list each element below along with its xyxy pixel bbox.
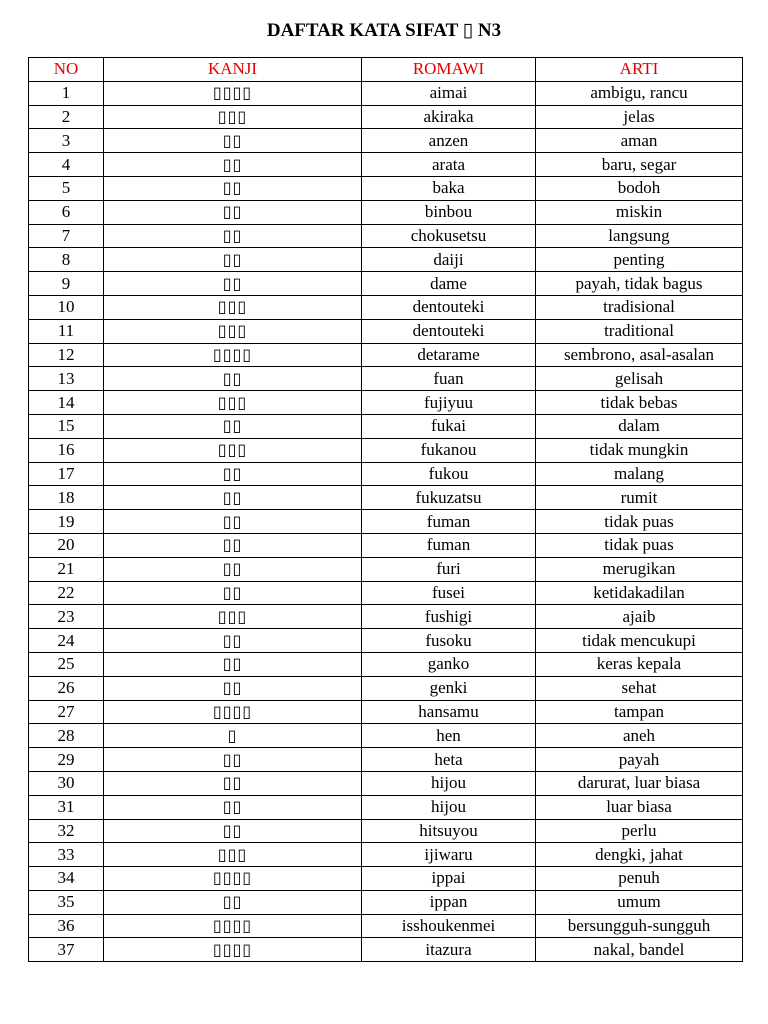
table-row [29,890,743,914]
romawi-cell: daiji [362,248,536,272]
row-number: 33 [29,843,104,867]
row-number: 35 [29,890,104,914]
kanji-cell: ▯▯▯▯ [104,914,362,938]
row-number: 32 [29,819,104,843]
romawi-cell: fuman [362,510,536,534]
arti-cell: tradisional [536,295,743,319]
arti-cell: sehat [536,676,743,700]
romawi-cell: dentouteki [362,319,536,343]
romawi-cell: akiraka [362,105,536,129]
arti-cell: tidak mungkin [536,438,743,462]
kanji-cell: ▯▯ [104,129,362,153]
kanji-cell: ▯▯ [104,486,362,510]
kanji-cell: ▯▯▯▯ [104,343,362,367]
kanji-cell: ▯▯▯▯ [104,867,362,891]
arti-cell: traditional [536,319,743,343]
kanji-cell: ▯▯ [104,248,362,272]
romawi-cell: isshoukenmei [362,914,536,938]
table-row [29,81,743,105]
kanji-cell: ▯▯▯▯ [104,81,362,105]
romawi-cell: fukai [362,414,536,438]
arti-cell: tidak mencukupi [536,629,743,653]
row-number: 15 [29,414,104,438]
table-row [29,462,743,486]
table-row [29,510,743,534]
row-number: 5 [29,176,104,200]
romawi-cell: genki [362,676,536,700]
table-row [29,343,743,367]
table-row [29,843,743,867]
row-number: 17 [29,462,104,486]
table-row [29,581,743,605]
romawi-cell: baka [362,176,536,200]
row-number: 23 [29,605,104,629]
romawi-cell: arata [362,153,536,177]
romawi-cell: itazura [362,938,536,962]
table-row [29,176,743,200]
romawi-cell: binbou [362,200,536,224]
romawi-cell: dentouteki [362,295,536,319]
arti-cell: ketidakadilan [536,581,743,605]
arti-cell: aneh [536,724,743,748]
table-body [29,81,743,961]
romawi-cell: fushigi [362,605,536,629]
romawi-cell: anzen [362,129,536,153]
row-number: 24 [29,629,104,653]
row-number: 7 [29,224,104,248]
table-row [29,248,743,272]
row-number: 20 [29,533,104,557]
arti-cell: tidak puas [536,510,743,534]
romawi-cell: dame [362,272,536,296]
kanji-cell: ▯▯▯ [104,391,362,415]
table-row [29,914,743,938]
romawi-cell: fusei [362,581,536,605]
kanji-cell: ▯▯▯ [104,843,362,867]
row-number: 10 [29,295,104,319]
kanji-cell: ▯▯▯▯ [104,938,362,962]
romawi-cell: hijou [362,795,536,819]
arti-cell: langsung [536,224,743,248]
kanji-cell: ▯▯ [104,414,362,438]
romawi-cell: fukuzatsu [362,486,536,510]
arti-cell: gelisah [536,367,743,391]
row-number: 2 [29,105,104,129]
table-row [29,795,743,819]
kanji-cell: ▯▯ [104,510,362,534]
kanji-cell: ▯▯ [104,890,362,914]
romawi-cell: aimai [362,81,536,105]
romawi-cell: fuman [362,533,536,557]
arti-cell: dengki, jahat [536,843,743,867]
arti-cell: umum [536,890,743,914]
row-number: 9 [29,272,104,296]
table-row [29,367,743,391]
romawi-cell: ijiwaru [362,843,536,867]
table-row [29,748,743,772]
romawi-cell: fuan [362,367,536,391]
table-row [29,200,743,224]
table-row [29,129,743,153]
romawi-cell: fukou [362,462,536,486]
row-number: 25 [29,652,104,676]
kanji-cell: ▯▯ [104,462,362,486]
table-row [29,272,743,296]
row-number: 6 [29,200,104,224]
table-row [29,153,743,177]
row-number: 31 [29,795,104,819]
arti-cell: penting [536,248,743,272]
table-row [29,438,743,462]
table-row [29,605,743,629]
table-row [29,557,743,581]
row-number: 18 [29,486,104,510]
arti-cell: tidak puas [536,533,743,557]
kanji-cell: ▯▯ [104,557,362,581]
row-number: 13 [29,367,104,391]
table-row [29,414,743,438]
row-number: 29 [29,748,104,772]
table-row [29,319,743,343]
romawi-cell: hijou [362,771,536,795]
arti-cell: perlu [536,819,743,843]
arti-cell: luar biasa [536,795,743,819]
arti-cell: baru, segar [536,153,743,177]
arti-cell: nakal, bandel [536,938,743,962]
row-number: 22 [29,581,104,605]
row-number: 1 [29,81,104,105]
kanji-cell: ▯▯▯ [104,438,362,462]
kanji-cell: ▯▯ [104,771,362,795]
column-header-no: NO [29,58,104,82]
arti-cell: aman [536,129,743,153]
arti-cell: keras kepala [536,652,743,676]
table-row [29,771,743,795]
row-number: 3 [29,129,104,153]
arti-cell: dalam [536,414,743,438]
kanji-cell: ▯ [104,724,362,748]
row-number: 28 [29,724,104,748]
romawi-cell: hitsuyou [362,819,536,843]
romawi-cell: fukanou [362,438,536,462]
table-header-row [29,58,743,82]
arti-cell: tidak bebas [536,391,743,415]
table-row [29,295,743,319]
table-row [29,391,743,415]
kanji-cell: ▯▯ [104,224,362,248]
column-header-kanji: KANJI [104,58,362,82]
kanji-cell: ▯▯ [104,748,362,772]
kanji-cell: ▯▯ [104,272,362,296]
arti-cell: sembrono, asal-asalan [536,343,743,367]
arti-cell: ajaib [536,605,743,629]
romawi-cell: hansamu [362,700,536,724]
kanji-cell: ▯▯▯ [104,605,362,629]
table-row [29,867,743,891]
kanji-cell: ▯▯ [104,819,362,843]
table-row [29,224,743,248]
row-number: 36 [29,914,104,938]
kanji-cell: ▯▯ [104,200,362,224]
table-row [29,700,743,724]
kanji-cell: ▯▯▯▯ [104,700,362,724]
table-row [29,486,743,510]
arti-cell: bodoh [536,176,743,200]
kanji-cell: ▯▯ [104,581,362,605]
table-row [29,652,743,676]
romawi-cell: hen [362,724,536,748]
kanji-cell: ▯▯ [104,629,362,653]
kanji-cell: ▯▯ [104,795,362,819]
table-row [29,819,743,843]
arti-cell: miskin [536,200,743,224]
romawi-cell: detarame [362,343,536,367]
table-row [29,724,743,748]
romawi-cell: fujiyuu [362,391,536,415]
romawi-cell: furi [362,557,536,581]
arti-cell: rumit [536,486,743,510]
arti-cell: darurat, luar biasa [536,771,743,795]
arti-cell: payah [536,748,743,772]
kanji-cell: ▯▯ [104,176,362,200]
kanji-cell: ▯▯▯ [104,319,362,343]
romawi-cell: fusoku [362,629,536,653]
row-number: 16 [29,438,104,462]
romawi-cell: ippai [362,867,536,891]
table-row [29,533,743,557]
row-number: 8 [29,248,104,272]
table-row [29,105,743,129]
table-row [29,938,743,962]
row-number: 4 [29,153,104,177]
romawi-cell: ganko [362,652,536,676]
table-row [29,629,743,653]
row-number: 11 [29,319,104,343]
romawi-cell: heta [362,748,536,772]
column-header-arti: ARTI [536,58,743,82]
row-number: 30 [29,771,104,795]
arti-cell: malang [536,462,743,486]
row-number: 26 [29,676,104,700]
row-number: 37 [29,938,104,962]
romawi-cell: ippan [362,890,536,914]
column-header-romawi: ROMAWI [362,58,536,82]
arti-cell: penuh [536,867,743,891]
vocabulary-table [28,57,743,962]
kanji-cell: ▯▯▯ [104,295,362,319]
kanji-cell: ▯▯ [104,367,362,391]
row-number: 19 [29,510,104,534]
row-number: 14 [29,391,104,415]
row-number: 21 [29,557,104,581]
arti-cell: merugikan [536,557,743,581]
page-title: DAFTAR KATA SIFAT ▯ N3 [266,20,502,41]
kanji-cell: ▯▯ [104,153,362,177]
table-row [29,676,743,700]
row-number: 34 [29,867,104,891]
kanji-cell: ▯▯▯ [104,105,362,129]
romawi-cell: chokusetsu [362,224,536,248]
kanji-cell: ▯▯ [104,652,362,676]
row-number: 12 [29,343,104,367]
arti-cell: tampan [536,700,743,724]
arti-cell: ambigu, rancu [536,81,743,105]
arti-cell: bersungguh-sungguh [536,914,743,938]
kanji-cell: ▯▯ [104,533,362,557]
arti-cell: jelas [536,105,743,129]
arti-cell: payah, tidak bagus [536,272,743,296]
row-number: 27 [29,700,104,724]
kanji-cell: ▯▯ [104,676,362,700]
